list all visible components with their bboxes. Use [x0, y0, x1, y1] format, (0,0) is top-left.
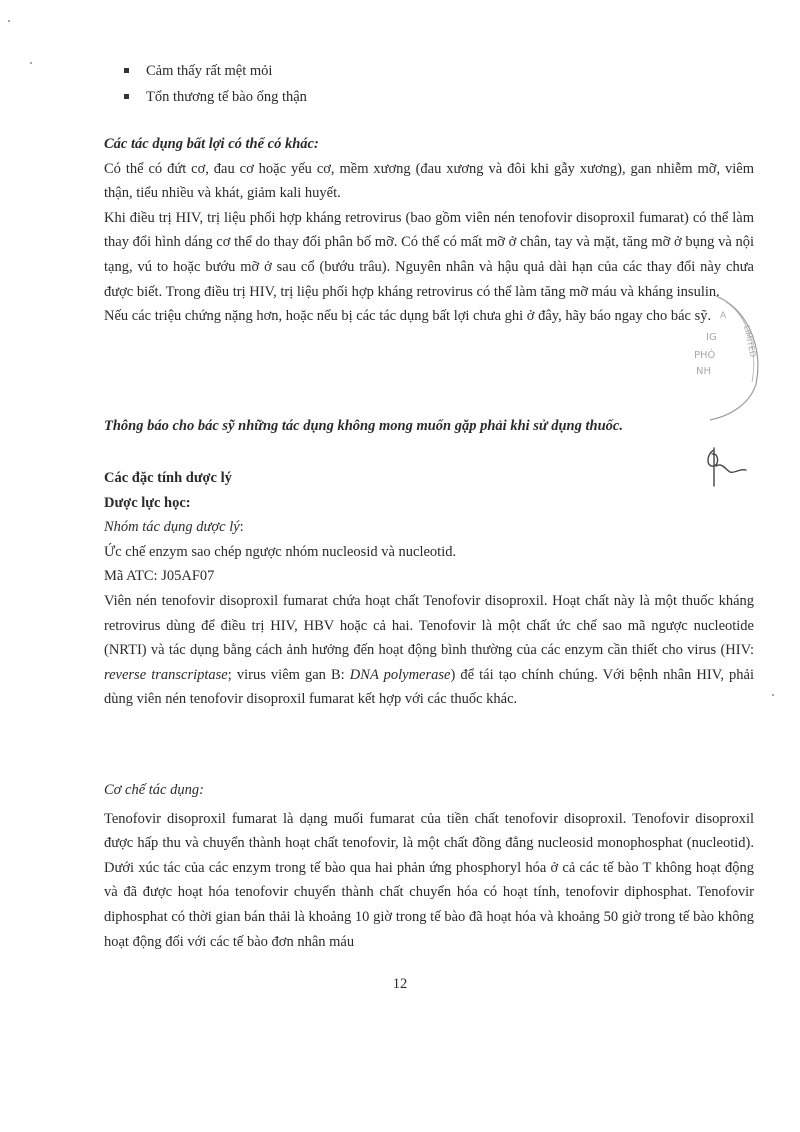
signature-icon: [700, 444, 750, 490]
group-colon: :: [239, 519, 244, 536]
stamp-fragment: A: [720, 311, 727, 321]
paragraph: Ức chế enzym sao chép ngược nhóm nucleosid và nucleotid.: [104, 543, 457, 560]
list-item-text: Cảm thấy rất mệt mỏi: [146, 63, 273, 79]
stamp-icon: [686, 292, 766, 422]
stamp-fragment: NH: [696, 366, 711, 377]
scan-speck: [8, 20, 10, 22]
other-effects-section: [104, 132, 754, 329]
section-heading: Các đặc tính dược lý: [104, 470, 232, 486]
pharmacology-section: [104, 466, 754, 712]
section-heading: Cơ chế tác dụng:: [104, 782, 204, 798]
stamp-fragment: LIMITED: [742, 324, 758, 358]
bullet-list: [122, 58, 307, 110]
subsection-heading: Dược lực học:: [104, 494, 191, 511]
scan-speck: [772, 694, 774, 696]
group-line: [104, 515, 754, 540]
notice: [104, 414, 754, 439]
atc-code: Mã ATC: J05AF07: [104, 568, 215, 585]
mechanism-section: [104, 778, 754, 954]
list-item: [122, 84, 307, 110]
notice-text: Thông báo cho bác sỹ những tác dụng không mong muốn gặp phải khi sử dụng thuốc.: [104, 418, 623, 434]
stamp-fragment: PHÒ: [694, 350, 716, 361]
paragraph: Khi điều trị HIV, trị liệu phối hợp kháng retrovirus (bao gồm viên nén tenofovir disoproxil fumarat) có thể làm thay đổi hình dáng cơ thể do thay đổi phân bố mỡ. Có thể có mất mỡ ở chân, tay và mặt, tăng mỡ ở bụng và nội tạng, vú to hoặc bướu mỡ ở sau cổ (bướu trâu). Nguyên nhân và hậu quả dài hạn của các thay đổi này chưa được biết. Trong điều trị HIV, trị liệu phối hợp kháng retrovirus có thể làm tăng mỡ máu và kháng insulin.: [104, 209, 754, 300]
paragraph: Có thể có đứt cơ, đau cơ hoặc yếu cơ, mềm xương (đau xương và đôi khi gẫy xương), gan nhiễm mỡ, viêm thận, tiểu nhiều và khát, giảm kali huyết.: [104, 160, 754, 202]
text-run: Viên nén tenofovir disoproxil fumarat chứa hoạt chất Tenofovir disoproxil. Hoạt chất này là một thuốc kháng retrovirus dùng để điều trị HIV, HBV hoặc cả hai. Tenofovir là một chất ức chế sao mã ngược nucleotide (NRTI) và tác dụng bằng cách ảnh hưởng đến hoạt động bình thường của các enzym cần thiết cho virus (HIV:: [104, 592, 754, 659]
paragraph: [104, 589, 754, 712]
paragraph: Nếu các triệu chứng nặng hơn, hoặc nếu bị các tác dụng bất lợi chưa ghi ở đây, hãy báo ngay cho bác sỹ.: [104, 308, 712, 325]
group-label: Nhóm tác dụng dược lý: [104, 519, 240, 536]
section-heading: Các tác dụng bất lợi có thể có khác:: [104, 136, 319, 152]
list-item-text: Tổn thương tế bào ống thận: [146, 89, 307, 105]
bullet-icon: [124, 68, 129, 73]
bullet-icon: [124, 94, 129, 99]
text-run: ; virus viêm gan B:: [227, 666, 350, 683]
text-run: ) để tái tạo chính chúng. Với bệnh nhân HIV, phải dùng viên nén tenofovir disoproxil fumarat kết hợp với các thuốc khác.: [104, 666, 754, 708]
list-item: [122, 58, 307, 84]
paragraph: Tenofovir disoproxil fumarat là dạng muối fumarat của tiền chất tenofovir disoproxil. Tenofovir disoproxil được hấp thu và chuyển thành hoạt chất tenofovir, là một chất đồng đẳng nucleosid monophosphat (nucleotid). Dưới xúc tác của các enzym trong tế bào qua hai phản ứng phosphoryl hóa ở cả các tế bào T không hoạt động và đã được hoạt hóa tenofovir chuyển thành chất chuyển hóa có hoạt tính, tenofovir diphosphat. Tenofovir diphosphat có thời gian bán thải là khoảng 10 giờ trong tế bào đã hoạt hóa và khoảng 50 giờ trong tế bào không hoạt động đối với các tế bào đơn nhân máu: [104, 810, 754, 950]
scan-speck: [30, 62, 32, 64]
text-run-italic: reverse transcriptase: [104, 666, 228, 683]
stamp-fragment: IG: [706, 332, 717, 343]
text-run-italic: DNA polymerase: [349, 666, 451, 683]
page-number: 12: [392, 976, 408, 992]
